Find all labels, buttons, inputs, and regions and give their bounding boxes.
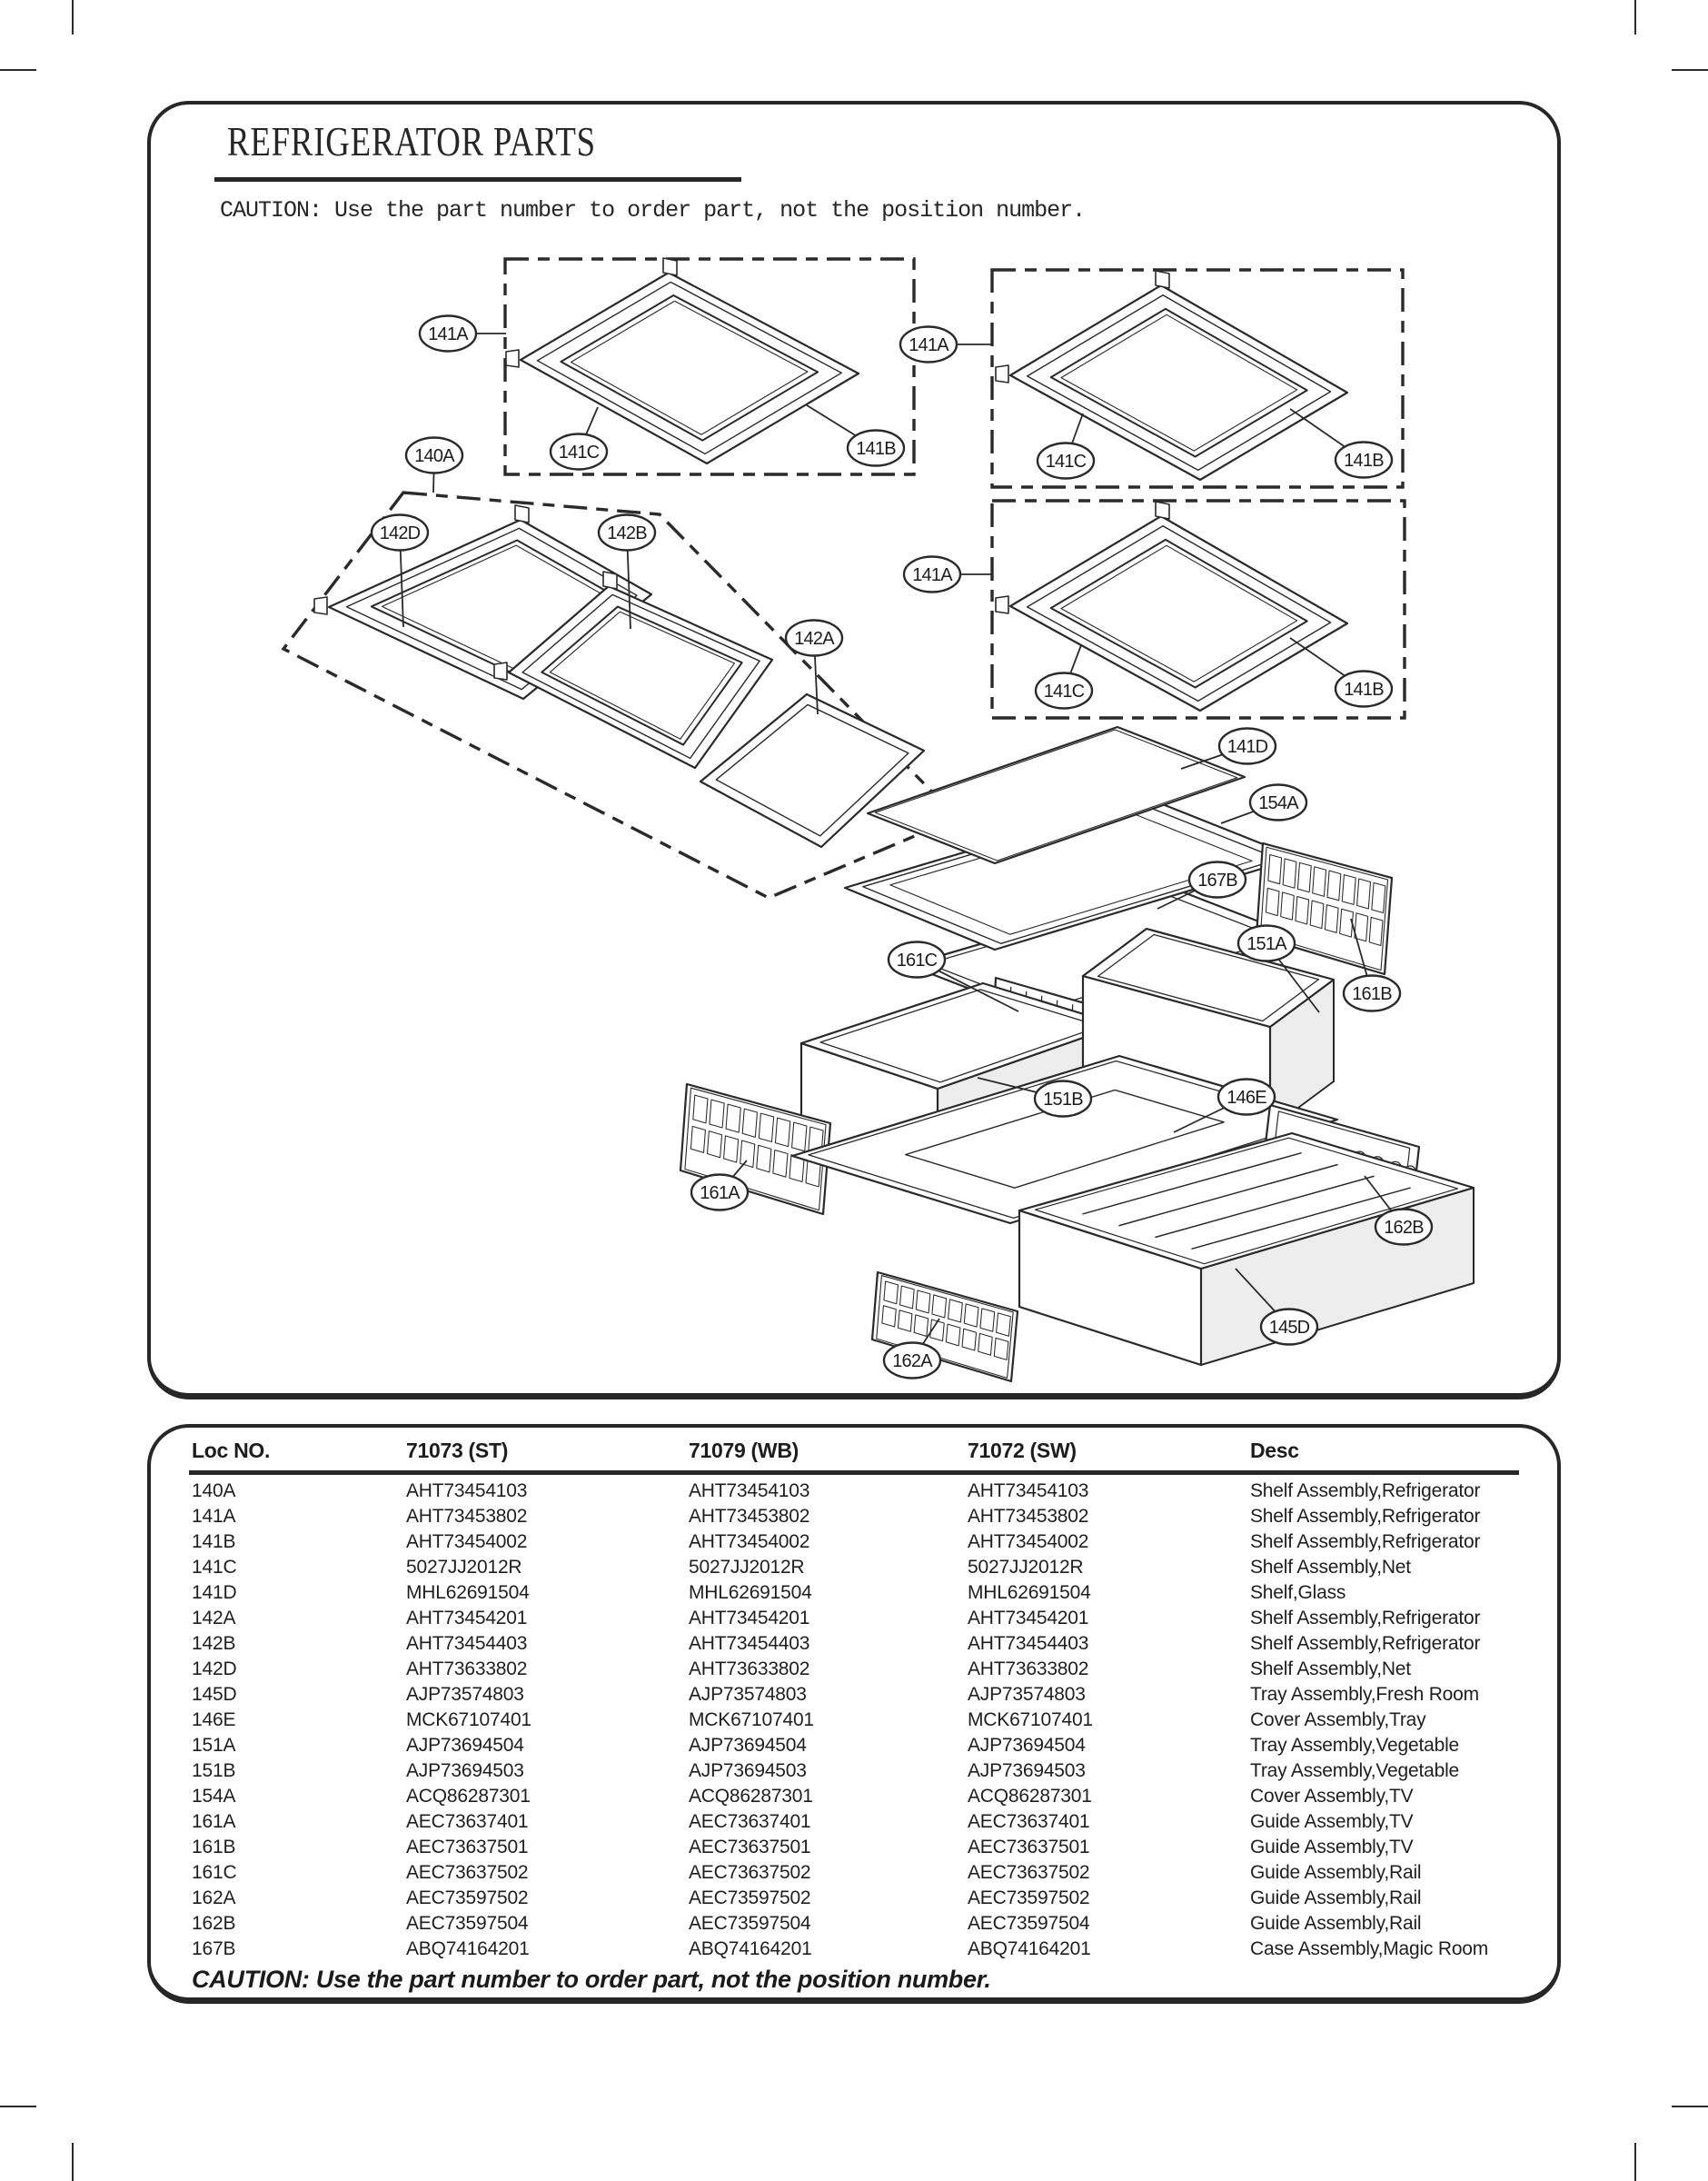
table-row: [192, 1529, 1521, 1555]
cell-desc: Guide Assembly,Rail: [1250, 1887, 1422, 1908]
cell-part-71072: ACQ86287301: [968, 1786, 1092, 1807]
callout-142A: [786, 621, 842, 656]
callout-141C: [551, 434, 607, 470]
cell-loc-no: 161C: [192, 1862, 237, 1883]
cell-part-71079: AJP73694504: [689, 1735, 807, 1756]
cell-desc: Guide Assembly,TV: [1250, 1837, 1414, 1857]
table-row: [192, 1911, 1521, 1937]
cell-part-71079: AJP73694503: [689, 1760, 807, 1781]
cell-desc: Shelf Assembly,Refrigerator: [1250, 1480, 1481, 1501]
cell-desc: Tray Assembly,Fresh Room: [1250, 1684, 1479, 1705]
cell-part-71073: AEC73637502: [406, 1862, 529, 1883]
callout-141B: [1336, 443, 1392, 478]
callout-162B: [1375, 1210, 1432, 1245]
cell-part-71073: AJP73574803: [406, 1684, 524, 1705]
page-title: REFRIGERATOR PARTS: [227, 118, 596, 164]
cell-part-71072: AHT73454403: [968, 1633, 1089, 1654]
cell-part-71079: AJP73574803: [689, 1684, 807, 1705]
cell-part-71073: AHT73633802: [406, 1658, 528, 1679]
cell-loc-no: 154A: [192, 1786, 236, 1807]
svg-text:161B: 161B: [1352, 984, 1392, 1004]
cell-part-71072: MCK67107401: [968, 1709, 1093, 1730]
callout-141A: [900, 327, 957, 363]
cell-part-71073: AEC73637501: [406, 1837, 529, 1857]
cell-part-71079: AEC73597504: [689, 1913, 811, 1934]
callout-162A: [884, 1343, 940, 1379]
cell-part-71079: ABQ74164201: [689, 1938, 812, 1959]
table-row: [192, 1937, 1521, 1962]
caution-note-bottom: CAUTION: Use the part number to order part, not the position number.: [192, 1966, 991, 1993]
cell-part-71072: AHT73454002: [968, 1531, 1089, 1552]
crop-mark: [1672, 69, 1708, 71]
cell-part-71073: ABQ74164201: [406, 1938, 530, 1959]
cell-part-71073: AEC73637401: [406, 1811, 529, 1832]
cell-desc: Cover Assembly,Tray: [1250, 1709, 1426, 1730]
diagram-artwork: [283, 258, 1474, 1381]
table-row: [192, 1733, 1521, 1758]
cell-loc-no: 146E: [192, 1709, 236, 1730]
cell-part-71073: AHT73454103: [406, 1480, 528, 1501]
cell-part-71072: ABQ74164201: [968, 1938, 1091, 1959]
cell-loc-no: 141B: [192, 1531, 236, 1552]
table-row: [192, 1657, 1521, 1682]
cell-loc-no: 140A: [192, 1480, 236, 1501]
cell-loc-no: 151A: [192, 1735, 236, 1756]
callout-141C: [1038, 443, 1094, 479]
cell-desc: Tray Assembly,Vegetable: [1250, 1735, 1460, 1756]
cell-desc: Cover Assembly,TV: [1250, 1786, 1414, 1807]
cell-loc-no: 162B: [192, 1913, 236, 1934]
cell-part-71072: AEC73597502: [968, 1887, 1090, 1908]
table-header-row: [192, 1439, 1521, 1463]
cell-part-71072: AJP73694503: [968, 1760, 1086, 1781]
callout-154A: [1250, 785, 1306, 821]
cell-part-71072: AEC73597504: [968, 1913, 1090, 1934]
cell-part-71079: AHT73454103: [689, 1480, 810, 1501]
cell-part-71072: MHL62691504: [968, 1582, 1091, 1603]
cell-loc-no: 167B: [192, 1938, 236, 1959]
cell-part-71079: AHT73633802: [689, 1658, 810, 1679]
svg-text:151B: 151B: [1043, 1090, 1083, 1110]
cell-part-71079: AEC73637502: [689, 1862, 811, 1883]
cell-part-71073: AHT73453802: [406, 1506, 528, 1527]
callout-141B: [1336, 672, 1392, 707]
table-body: [192, 1479, 1521, 1962]
cell-part-71073: AJP73694503: [406, 1760, 524, 1781]
callout-141B: [848, 431, 904, 466]
cell-part-71072: AHT73633802: [968, 1658, 1089, 1679]
table-row: [192, 1555, 1521, 1580]
svg-text:146E: 146E: [1226, 1088, 1266, 1108]
table-row: [192, 1708, 1521, 1733]
cell-part-71073: AHT73454403: [406, 1633, 528, 1654]
crop-mark: [72, 0, 74, 35]
callout-141C: [1036, 673, 1092, 709]
cell-part-71072: AJP73694504: [968, 1735, 1086, 1756]
table-row: [192, 1580, 1521, 1606]
callout-142B: [599, 515, 655, 551]
cell-part-71079: ACQ86287301: [689, 1786, 813, 1807]
svg-text:141C: 141C: [1045, 452, 1087, 472]
callout-141A: [904, 557, 960, 593]
table-row: [192, 1504, 1521, 1529]
cell-desc: Guide Assembly,Rail: [1250, 1913, 1422, 1934]
cell-desc: Guide Assembly,Rail: [1250, 1862, 1422, 1883]
svg-text:141B: 141B: [1344, 680, 1384, 700]
cell-part-71072: AEC73637501: [968, 1837, 1090, 1857]
callout-141A: [420, 316, 476, 352]
cell-part-71073: 5027JJ2012R: [406, 1557, 522, 1578]
callout-161C: [889, 942, 945, 978]
col-header-desc: Desc: [1250, 1439, 1299, 1462]
svg-text:167B: 167B: [1197, 871, 1237, 891]
crop-mark: [1634, 2143, 1636, 2181]
diagram-panel: [147, 101, 1561, 1399]
cell-part-71079: AHT73453802: [689, 1506, 810, 1527]
cell-part-71072: AEC73637401: [968, 1811, 1090, 1832]
cell-loc-no: 142A: [192, 1608, 236, 1628]
crop-mark: [72, 2143, 74, 2181]
cell-part-71079: MHL62691504: [689, 1582, 812, 1603]
cell-loc-no: 141D: [192, 1582, 237, 1603]
callout-151A: [1238, 926, 1295, 961]
table-row: [192, 1606, 1521, 1631]
callout-141D: [1219, 729, 1276, 764]
cell-part-71079: AEC73597502: [689, 1887, 811, 1908]
cell-part-71072: AHT73454201: [968, 1608, 1089, 1628]
caution-note-top: CAUTION: Use the part number to order part, not the position number.: [220, 197, 1086, 224]
cell-part-71072: AHT73454103: [968, 1480, 1089, 1501]
crop-mark: [1672, 2106, 1708, 2107]
cell-loc-no: 142D: [192, 1658, 237, 1679]
parts-table-panel: [147, 1424, 1561, 2004]
svg-text:145D: 145D: [1268, 1318, 1310, 1338]
svg-text:154A: 154A: [1258, 793, 1298, 813]
table-row: [192, 1479, 1521, 1504]
cell-part-71073: AHT73454201: [406, 1608, 528, 1628]
cell-desc: Shelf,Glass: [1250, 1582, 1346, 1603]
cell-part-71073: AHT73454002: [406, 1531, 528, 1552]
cell-desc: Shelf Assembly,Refrigerator: [1250, 1633, 1481, 1654]
svg-text:162A: 162A: [892, 1351, 932, 1371]
crop-mark: [1634, 0, 1636, 35]
crop-mark: [0, 2106, 36, 2107]
cell-part-71073: ACQ86287301: [406, 1786, 531, 1807]
cell-desc: Case Assembly,Magic Room: [1250, 1938, 1489, 1959]
cell-part-71079: 5027JJ2012R: [689, 1557, 805, 1578]
col-header-loc: Loc NO.: [192, 1439, 271, 1462]
svg-text:140A: 140A: [414, 446, 454, 466]
cell-desc: Shelf Assembly,Refrigerator: [1250, 1531, 1481, 1552]
cell-desc: Shelf Assembly,Net: [1250, 1557, 1411, 1578]
cell-part-71072: 5027JJ2012R: [968, 1557, 1084, 1578]
callout-140A: [406, 438, 462, 473]
svg-text:141A: 141A: [912, 565, 952, 585]
svg-text:162B: 162B: [1384, 1218, 1424, 1238]
svg-text:141A: 141A: [428, 324, 468, 344]
svg-text:142D: 142D: [379, 523, 421, 543]
cell-loc-no: 141A: [192, 1506, 236, 1527]
svg-text:141C: 141C: [1043, 682, 1085, 702]
table-row: [192, 1860, 1521, 1886]
cell-loc-no: 142B: [192, 1633, 236, 1654]
svg-text:161C: 161C: [896, 951, 938, 971]
table-row: [192, 1784, 1521, 1809]
callout-167B: [1189, 862, 1246, 898]
crop-mark: [0, 69, 36, 71]
cell-desc: Shelf Assembly,Refrigerator: [1250, 1608, 1481, 1628]
cell-loc-no: 161B: [192, 1837, 236, 1857]
table-row: [192, 1631, 1521, 1657]
cell-loc-no: 161A: [192, 1811, 236, 1832]
table-row: [192, 1758, 1521, 1784]
exploded-parts-diagram: [151, 105, 1557, 1393]
svg-text:142B: 142B: [607, 523, 647, 543]
cell-desc: Shelf Assembly,Net: [1250, 1658, 1411, 1679]
table-row: [192, 1809, 1521, 1835]
svg-text:141C: 141C: [558, 443, 600, 463]
cell-desc: Guide Assembly,TV: [1250, 1811, 1414, 1832]
cell-loc-no: 141C: [192, 1557, 237, 1578]
callout-161B: [1344, 976, 1400, 1011]
col-header-71073: 71073 (ST): [406, 1439, 509, 1462]
cell-part-71072: AHT73453802: [968, 1506, 1089, 1527]
cell-part-71079: MCK67107401: [689, 1709, 814, 1730]
col-header-71072: 71072 (SW): [968, 1439, 1077, 1462]
svg-text:141D: 141D: [1226, 737, 1268, 757]
cell-part-71079: AHT73454201: [689, 1608, 810, 1628]
table-row: [192, 1886, 1521, 1911]
cell-part-71073: AJP73694504: [406, 1735, 524, 1756]
callout-145D: [1261, 1310, 1317, 1345]
table-row: [192, 1682, 1521, 1708]
callout-142D: [372, 515, 428, 551]
table-header-rule: [189, 1470, 1519, 1475]
table-row: [192, 1835, 1521, 1860]
svg-text:151A: 151A: [1246, 934, 1286, 954]
svg-text:141B: 141B: [856, 439, 896, 459]
cell-part-71079: AEC73637401: [689, 1811, 811, 1832]
cell-loc-no: 151B: [192, 1760, 236, 1781]
cell-part-71079: AHT73454002: [689, 1531, 810, 1552]
col-header-71079: 71079 (WB): [689, 1439, 799, 1462]
svg-text:141A: 141A: [909, 335, 948, 355]
cell-part-71072: AJP73574803: [968, 1684, 1086, 1705]
cell-part-71073: AEC73597502: [406, 1887, 529, 1908]
svg-text:142A: 142A: [794, 629, 834, 649]
cell-part-71073: AEC73597504: [406, 1913, 529, 1934]
cell-loc-no: 145D: [192, 1684, 237, 1705]
svg-text:161A: 161A: [700, 1183, 740, 1203]
callout-161A: [691, 1175, 748, 1210]
cell-part-71079: AEC73637501: [689, 1837, 811, 1857]
svg-text:141B: 141B: [1344, 451, 1384, 471]
cell-part-71079: AHT73454403: [689, 1633, 810, 1654]
cell-part-71072: AEC73637502: [968, 1862, 1090, 1883]
callout-151B: [1035, 1081, 1091, 1117]
callout-146E: [1218, 1080, 1275, 1115]
cell-desc: Shelf Assembly,Refrigerator: [1250, 1506, 1481, 1527]
cell-loc-no: 162A: [192, 1887, 236, 1908]
cell-part-71073: MCK67107401: [406, 1709, 531, 1730]
cell-part-71073: MHL62691504: [406, 1582, 530, 1603]
cell-desc: Tray Assembly,Vegetable: [1250, 1760, 1460, 1781]
